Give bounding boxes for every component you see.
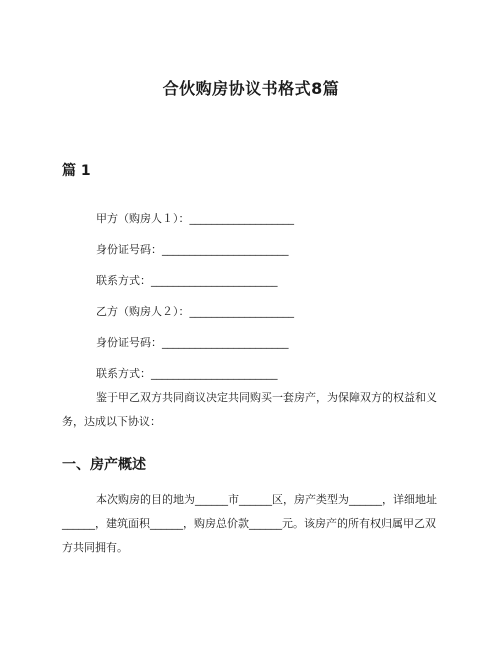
document-title: 合伙购房协议书格式8篇 [162, 79, 340, 98]
party-b-contact-field: 联系方式：_______________________ [96, 367, 278, 380]
party-a-id-field: 身份证号码：_______________________ [96, 243, 289, 256]
party-b-field: 乙方（购房人２）：___________________ [96, 305, 294, 318]
part-heading: 篇 1 [62, 163, 91, 179]
party-b-id-field: 身份证号码：_______________________ [96, 336, 289, 349]
section-heading-property-overview: 一、房产概述 [62, 457, 146, 473]
party-a-field: 甲方（购房人１）：___________________ [96, 212, 294, 225]
intro-paragraph: 鉴于甲乙双方共同商议决定共同购买一套房产，为保障双方的权益和义务，达成以下协议： [62, 391, 437, 428]
property-overview-paragraph: 本次购房的目的地为______市______区，房产类型为______，详细地址______，建筑面积______，购房总价款______元。该房产的所有权归属甲乙双方共同拥有。 [62, 493, 437, 554]
party-a-contact-field: 联系方式：_______________________ [96, 274, 278, 287]
